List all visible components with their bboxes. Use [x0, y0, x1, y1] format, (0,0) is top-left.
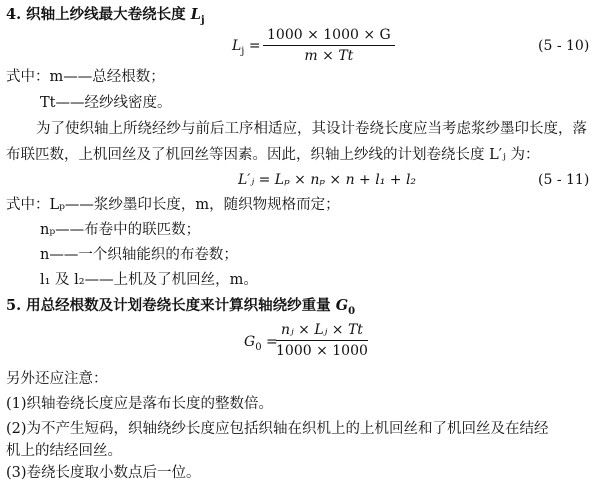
eq-g0-lhs-symbol: G	[244, 334, 256, 350]
eq-5-10-lhs-symbol: L	[232, 38, 242, 54]
notes-item3: (3)卷绕长度取小数点后一位。	[6, 465, 201, 481]
para1-line2: 布联匹数，上机回丝及了机回丝等因素。因此，织轴上纱线的计划卷绕长度 L′ⱼ 为：	[6, 147, 540, 163]
defs1-line1: 式中：m——总经根数；	[6, 69, 165, 85]
eq-5-10-lhs	[232, 38, 261, 57]
notes-intro: 另外还应注意：	[6, 371, 108, 387]
eq-5-10-equals: =	[244, 38, 261, 54]
para1-line1: 为了使织轴上所绕经纱与前后工序相适应，其设计卷绕长度应当考虑浆纱墨印长度，落	[36, 121, 587, 137]
eq-5-10-number: (5 - 10)	[538, 38, 590, 54]
eq-g0-lhs-sub: 0	[255, 341, 262, 353]
notes-item1: (1)织轴卷绕长度应是落布长度的整数倍。	[6, 396, 274, 412]
defs2-line4: l₁ 及 l₂——上机及了机回丝，m。	[40, 272, 258, 288]
section-5-heading-text: 5. 用总经根数及计划卷绕长度来计算织轴绕纱重量	[6, 297, 336, 314]
eq-5-10-fraction	[263, 27, 395, 64]
notes-item2-line2: 机上的结经回丝。	[6, 443, 122, 459]
eq-5-11-expression: L′ⱼ = Lₚ × nₚ × n + l₁ + l₂	[238, 172, 417, 188]
eq-5-10-numerator: 1000 × 1000 × G	[263, 27, 395, 46]
defs2-line1: 式中：Lₚ——浆纱墨印长度，m，随织物规格而定；	[6, 197, 340, 213]
section-4-symbol: L	[190, 6, 201, 23]
eq-5-10-lhs-sub: j	[241, 45, 245, 57]
eq-g0-equals: =	[261, 334, 278, 350]
section-5-symbol: G	[335, 297, 349, 314]
section-5-symbol-sub: 0	[348, 305, 356, 317]
defs2-line2: nₚ——布卷中的联匹数；	[40, 222, 201, 238]
eq-5-11-number: (5 - 11)	[538, 172, 590, 188]
notes-item2-line1: (2)为不产生短码，织轴绕纱长度应包括织轴在织机上的上机回丝和了机回丝及在结经	[6, 421, 549, 437]
eq-g0-fraction	[276, 322, 368, 359]
eq-5-10-denominator: m × Tt	[304, 48, 354, 64]
eq-g0-denominator: 1000 × 1000	[276, 343, 368, 359]
eq-g0-numerator: nⱼ × Lⱼ × Tt	[276, 322, 368, 341]
section-4-symbol-sub: j	[200, 14, 205, 26]
defs1-line2: Tt——经纱线密度。	[40, 95, 172, 111]
section-5-heading	[6, 297, 355, 321]
defs2-line3: n——一个织轴能织的布卷数；	[40, 247, 238, 263]
eq-g0-lhs	[244, 334, 278, 353]
section-4-heading-text: 4. 织轴上纱线最大卷绕长度	[6, 6, 191, 23]
section-4-heading	[6, 6, 205, 30]
